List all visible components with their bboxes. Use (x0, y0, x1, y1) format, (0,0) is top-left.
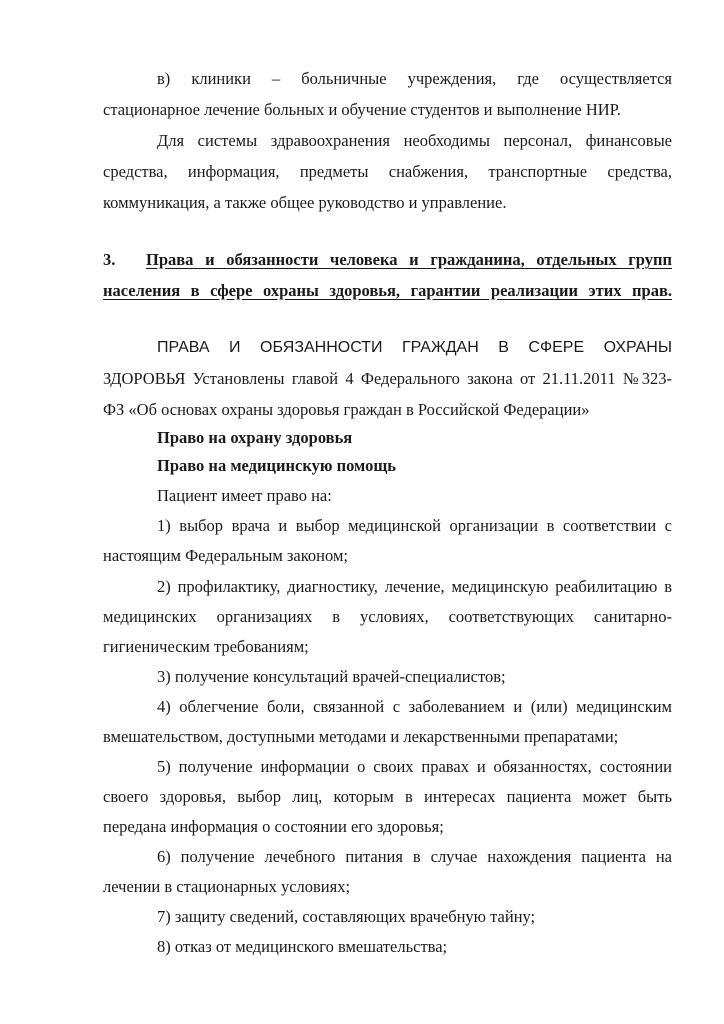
patient-rights-intro: Пациент имеет право на: (157, 486, 332, 505)
clinics-paragraph-line-1: в) клиники – больничные учреждения, где осуществляется (157, 69, 672, 88)
section-title-line-1: Права и обязанности человека и гражданина, отдельных групп (146, 250, 672, 269)
rights-intro-line-3: ФЗ «Об основах охраны здоровья граждан в Российской Федерации» (103, 400, 590, 419)
right-item-5-line-3: передана информация о состоянии его здоровья; (103, 817, 444, 836)
right-item-8-line-1: 8) отказ от медицинского вмешательства; (157, 937, 448, 956)
right-item-6-line-2: лечении в стационарных условиях; (103, 877, 351, 896)
right-item-5-line-1: 5) получение информации о своих правах и обязанностях, состоянии (157, 757, 672, 776)
heading-right-to-health: Право на охрану здоровья (157, 428, 353, 447)
heading-right-to-medical-help: Право на медицинскую помощь (157, 456, 396, 475)
right-item-1-line-2: настоящим Федеральным законом; (103, 546, 348, 565)
right-item-5-line-2: своего здоровья, выбор лиц, которым в интересах пациента может быть (103, 787, 672, 806)
healthcare-paragraph-line-2: средства, информация, предметы снабжения, транспортные средства, (103, 162, 672, 181)
right-item-4-line-2: вмешательством, доступными методами и лекарственными препаратами; (103, 727, 619, 746)
healthcare-paragraph-line-1: Для системы здравоохранения необходимы персонал, финансовые (157, 131, 672, 150)
rights-intro-line-1: ПРАВА И ОБЯЗАННОСТИ ГРАЖДАН В СФЕРЕ ОХРАНЫ (157, 339, 672, 356)
rights-intro-line-2: ЗДОРОВЬЯ Установлены главой 4 Федерального закона от 21.11.2011 №323- (103, 369, 672, 388)
section-title-line-2: населения в сфере охраны здоровья, гарантии реализации этих прав. (103, 281, 672, 300)
right-item-3-line-1: 3) получение консультаций врачей-специалистов; (157, 667, 506, 686)
right-item-6-line-1: 6) получение лечебного питания в случае нахождения пациента на (157, 847, 672, 866)
right-item-2-line-1: 2) профилактику, диагностику, лечение, медицинскую реабилитацию в (157, 577, 672, 596)
healthcare-paragraph-line-3: коммуникация, а также общее руководство и управление. (103, 193, 507, 212)
right-item-4-line-1: 4) облегчение боли, связанной с заболеванием и (или) медицинским (157, 697, 672, 716)
right-item-7-line-1: 7) защиту сведений, составляющих врачебную тайну; (157, 907, 536, 926)
right-item-2-line-2: медицинских организациях в условиях, соответствующих санитарно- (103, 607, 672, 626)
section-number: 3. (103, 250, 116, 269)
clinics-paragraph-line-2: стационарное лечение больных и обучение студентов и выполнение НИР. (103, 100, 621, 119)
right-item-1-line-1: 1) выбор врача и выбор медицинской организации в соответствии с (157, 516, 672, 535)
right-item-2-line-3: гигиеническим требованиям; (103, 637, 309, 656)
